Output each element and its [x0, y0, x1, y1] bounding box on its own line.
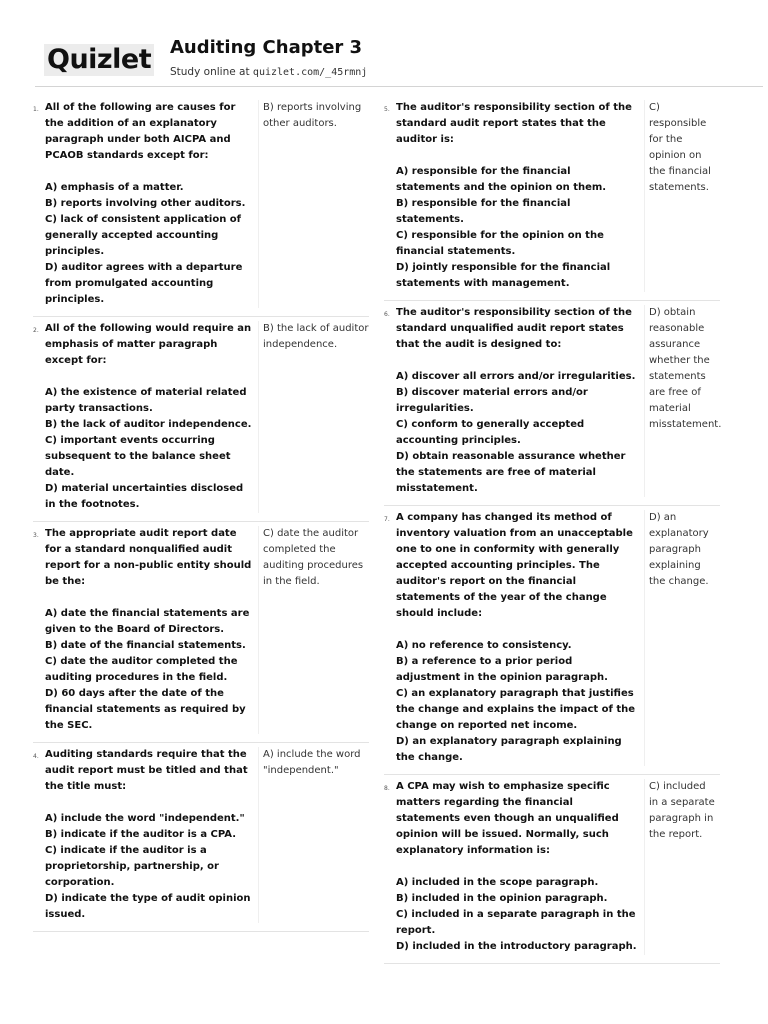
card-definition: C) included in a separate paragraph in the report. — [644, 779, 720, 955]
flashcard-7 — [384, 506, 720, 775]
flashcard-3 — [33, 522, 369, 743]
flashcard-2 — [33, 317, 369, 522]
card-definition: B) reports involving other auditors. — [258, 100, 369, 308]
card-term: The auditor's responsibility section of the standard audit report states that the auditor is: A) responsible for the financial statements and the opinion on them. B) responsible for the financial statements. C) responsible for the opinion on the financial statements. D) jointly responsible for the financial statements with management. — [396, 102, 632, 289]
card-term: Auditing standards require that the audit report must be titled and that the title must: A) include the word "independent." B) indicate if the auditor is a CPA. C) indicate if the auditor is a proprietorship, partnership, or corporation. D) indicate the type of audit opinion issued. — [45, 749, 251, 920]
card-term: All of the following are causes for the addition of an explanatory paragraph under both AICPA and PCAOB standards except for: A) emphasis of a matter. B) reports involving other auditors. C) lack of consistent application of generally accepted accounting principles. D) auditor agrees with a departure from promulgated accounting principles. — [45, 102, 246, 305]
flashcard-6 — [384, 301, 720, 506]
card-definition: A) include the word "independent." — [258, 747, 369, 923]
study-online-line — [170, 66, 367, 78]
flashcard-5 — [384, 96, 720, 301]
study-online-prefix: Study online at — [170, 66, 253, 78]
card-term: A CPA may wish to emphasize specific matters regarding the financial statements even though an unqualified opinion will be issued. Normally, such explanatory information is: A) included in the scope paragraph. B) included in the opinion paragraph. C) included in a separate paragraph in the report. D) included in the introductory paragraph. — [396, 781, 637, 952]
quizlet-logo[interactable]: Quizlet — [44, 44, 154, 76]
flashcard-1 — [33, 96, 369, 317]
page-header — [0, 0, 768, 88]
card-number: 7. — [384, 516, 390, 523]
card-definition: C) responsible for the opinion on the financial statements. — [644, 100, 720, 292]
card-term: A company has changed its method of inventory valuation from an unacceptable one to one in conformity with generally accepted accounting principles. The auditor's report on the financial statements of the year of the change should include: A) no reference to consistency. B) a reference to a prior period adjustment in the opinion paragraph. C) an explanatory paragraph that justifies the change and explains the impact of the change on reported net income. D) an explanatory paragraph explaining the change. — [396, 512, 636, 763]
card-term: All of the following would require an emphasis of matter paragraph except for: A) the existence of material related party transactions. B) the lack of auditor independence. C) important events occurring subsequent to the balance sheet date. D) material uncertainties disclosed in the footnotes. — [45, 323, 252, 510]
flashcard-4 — [33, 743, 369, 932]
header-divider — [35, 86, 763, 87]
card-definition: C) date the auditor completed the auditing procedures in the field. — [258, 526, 369, 734]
flashcard-8 — [384, 775, 720, 964]
card-number: 8. — [384, 785, 390, 792]
card-definition: D) obtain reasonable assurance whether the statements are free of material misstatement. — [644, 305, 725, 497]
left-column — [33, 96, 369, 932]
card-number: 3. — [33, 532, 39, 539]
card-definition: B) the lack of auditor independence. — [258, 321, 369, 513]
card-term: The auditor's responsibility section of the standard unqualified audit report states that the audit is designed to: A) discover all errors and/or irregularities. B) discover material errors and/or irregularities. C) conform to generally accepted accounting principles. D) obtain reasonable assurance whether the statements are free of material misstatement. — [396, 307, 636, 494]
card-number: 6. — [384, 311, 390, 318]
study-url-link[interactable]: quizlet.com/_45rmnj — [252, 67, 368, 78]
card-term: The appropriate audit report date for a standard nonqualified audit report for a non-public entity should be the: A) date the financial statements are given to the Board of Directors. B) date of the financial statements. C) date the auditor completed the auditing procedures in the field. D) 60 days after the date of the financial statements as required by the SEC. — [45, 528, 252, 731]
set-title: Auditing Chapter 3 — [170, 37, 363, 58]
card-number: 4. — [33, 753, 39, 760]
card-number: 2. — [33, 327, 39, 334]
card-definition: D) an explanatory paragraph explaining the change. — [644, 510, 720, 766]
card-number: 1. — [33, 106, 39, 113]
card-number: 5. — [384, 106, 390, 113]
right-column — [384, 96, 720, 964]
